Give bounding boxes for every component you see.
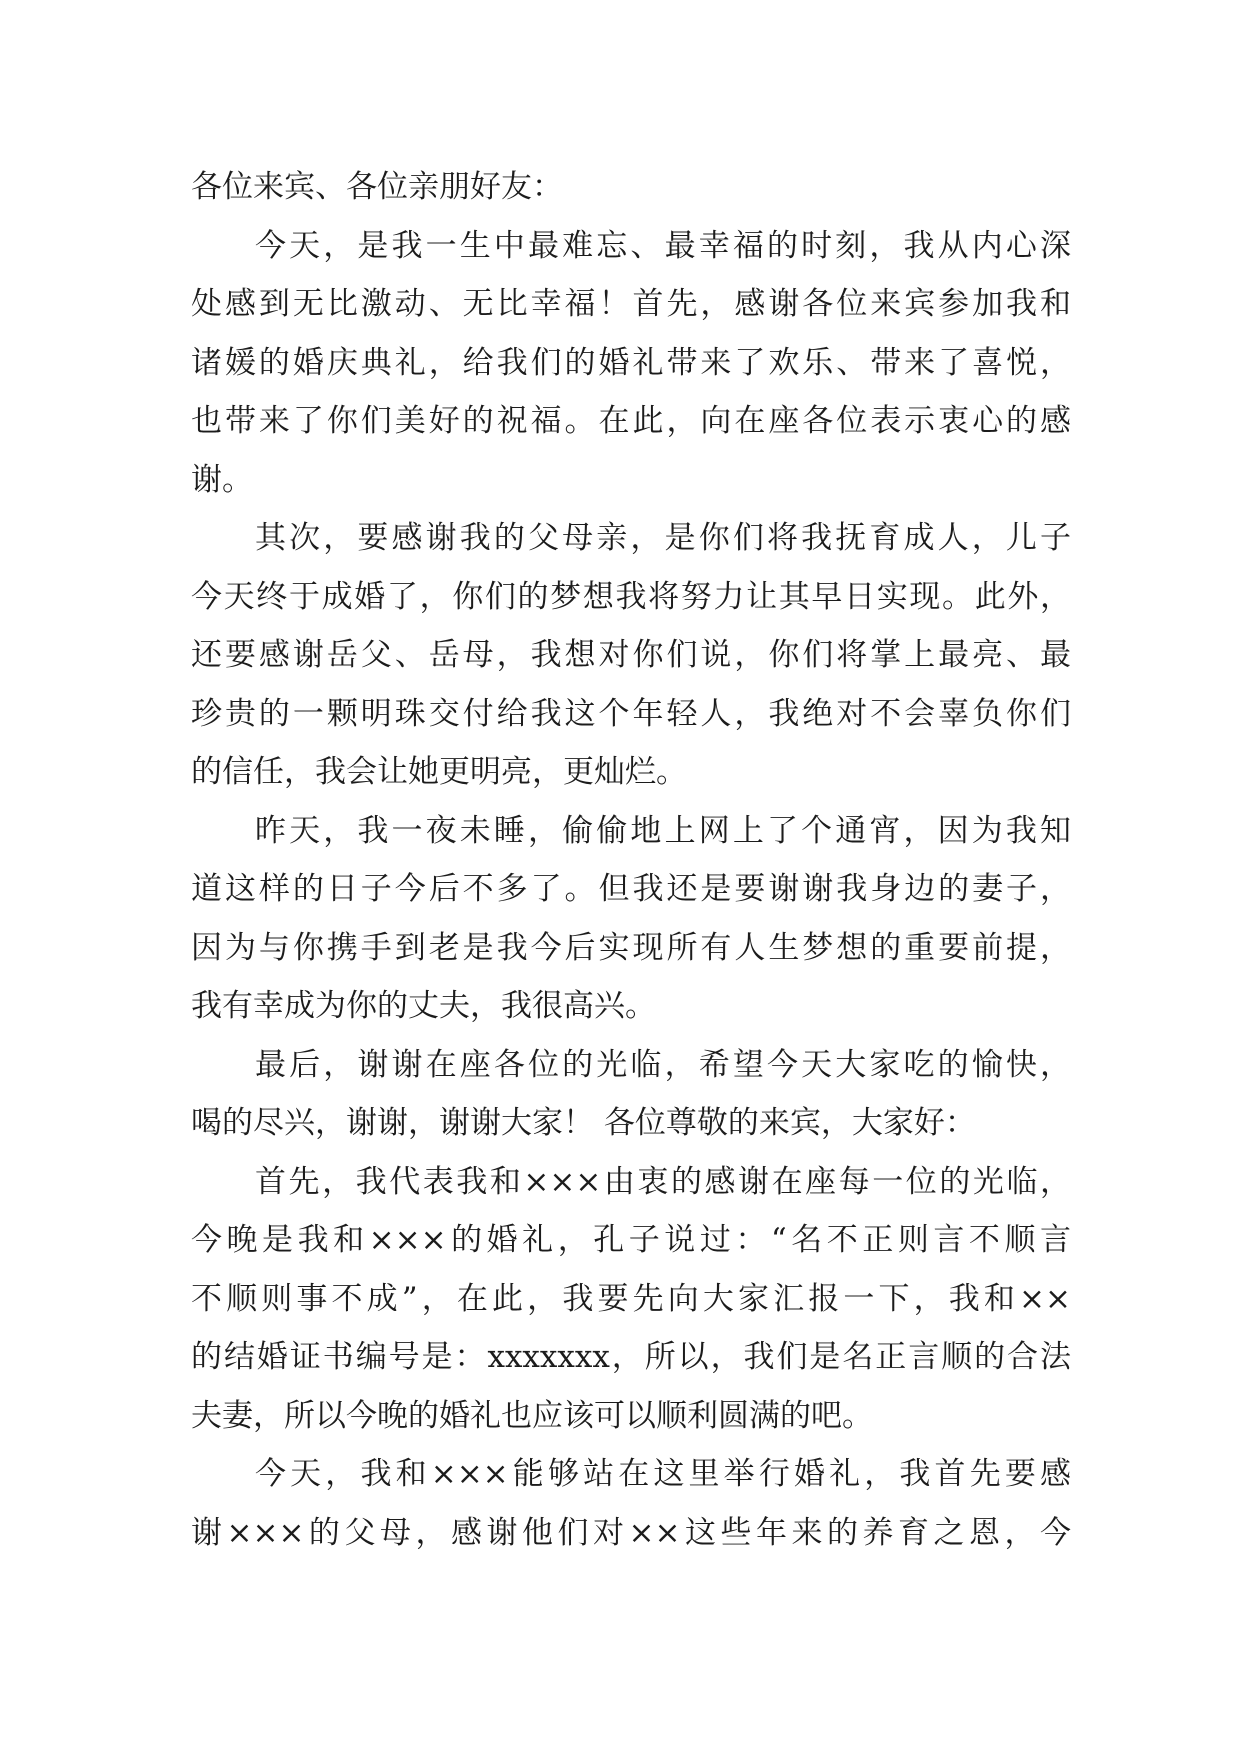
text-line: 处感到无比激动、无比幸福！首先，感谢各位来宾参加我和 [191,286,1071,322]
text-line: 夫妻，所以今晚的婚礼也应该可以顺利圆满的吧。 [191,1397,873,1434]
text-line: 也带来了你们美好的祝福。在此，向在座各位表示衷心的感 [191,403,1071,439]
text-line: 谢×××的父母，感谢他们对××这些年来的养育之恩，今 [191,1514,1071,1551]
text-line: 喝的尽兴，谢谢，谢谢大家！ 各位尊敬的来宾，大家好： [191,1105,976,1141]
text-line: 今晚是我和×××的婚礼，孔子说过：“名不正则言不顺言 [191,1222,1071,1258]
text-line: 今天终于成婚了，你们的梦想我将努力让其早日实现。此外， [191,578,1071,615]
text-line: 今天，是我一生中最难忘、最幸福的时刻，我从内心深 [255,227,1071,264]
text-line: 昨天，我一夜未睡，偷偷地上网上了个通宵，因为我知 [255,812,1071,849]
text-line: 谢。 [191,461,253,498]
text-line: 诸媛的婚庆典礼，给我们的婚礼带来了欢乐、带来了喜悦， [191,344,1071,381]
text-line: 首先，我代表我和×××由衷的感谢在座每一位的光临， [255,1163,1071,1200]
text-line: 因为与你携手到老是我今后实现所有人生梦想的重要前提， [191,929,1071,966]
text-line: 其次，要感谢我的父母亲，是你们将我抚育成人，儿子 [255,520,1071,556]
text-line: 今天，我和×××能够站在这里举行婚礼，我首先要感 [255,1456,1071,1492]
text-line: 的信任，我会让她更明亮，更灿烂。 [191,754,687,790]
text-line: 最后，谢谢在座各位的光临，希望今天大家吃的愉快， [255,1046,1071,1083]
text-line: 各位来宾、各位亲朋好友： [191,169,563,205]
text-line: 还要感谢岳父、岳母，我想对你们说，你们将掌上最亮、最 [191,637,1071,673]
text-line: 的结婚证书编号是：xxxxxxx，所以，我们是名正言顺的合法 [191,1339,1071,1375]
text-line: 不顺则事不成”，在此，我要先向大家汇报一下，我和×× [191,1280,1071,1317]
text-line: 道这样的日子今后不多了。但我还是要谢谢我身边的妻子， [191,871,1071,907]
document-body [191,158,1071,1562]
text-line: 珍贵的一颗明珠交付给我这个年轻人，我绝对不会辜负你们 [191,695,1071,732]
text-line: 我有幸成为你的丈夫，我很高兴。 [191,988,656,1024]
